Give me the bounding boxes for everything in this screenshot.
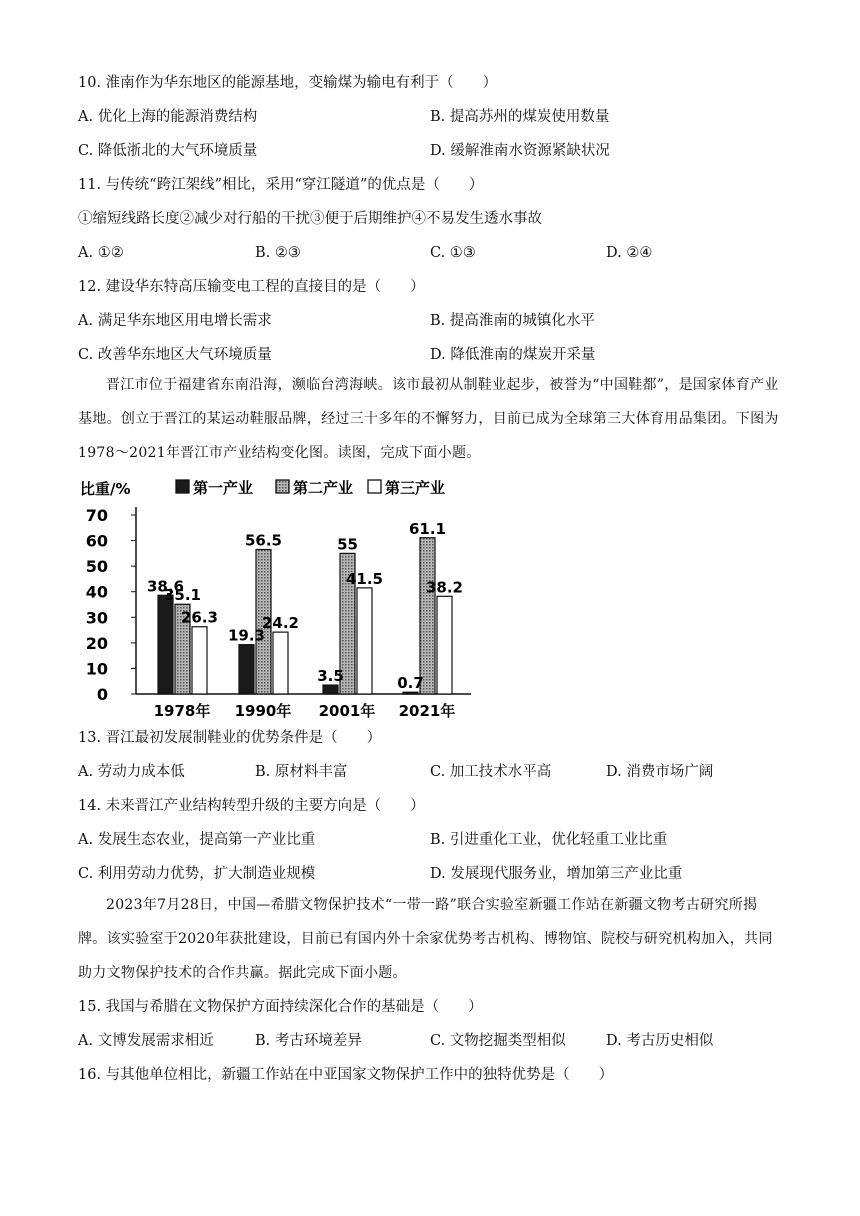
bar-3-1 <box>420 538 435 694</box>
chart-y-tick-label: 70 <box>85 506 108 525</box>
chart-y-tick-label: 40 <box>85 582 108 602</box>
legend-label-1: 第二产业 <box>293 479 354 497</box>
q13-option-b: B. 原材料丰富 <box>255 764 348 780</box>
q12-option-a: A. 满足华东地区用电增长需求 <box>78 313 272 329</box>
data-label-1-1: 56.5 <box>244 531 283 550</box>
q12-option-b: B. 提高淮南的城镇化水平 <box>430 313 595 329</box>
q15-option-d: D. 考古历史相似 <box>606 1033 714 1049</box>
legend-label-2: 第三产业 <box>385 479 446 497</box>
q13-option-c: C. 加工技术水平高 <box>430 764 552 780</box>
q15-stem: 15. 我国与希腊在文物保护方面持续深化合作的基础是（ ） <box>78 999 483 1015</box>
q11-option-a: A. ①② <box>78 245 124 261</box>
chart-y-tick-label: 20 <box>85 633 108 653</box>
q10-stem: 10. 淮南作为华东地区的能源基地，变输煤为输电有利于（ ） <box>78 75 498 91</box>
legend-swatch-2 <box>368 480 381 493</box>
chart-y-tick-label: 30 <box>85 608 108 628</box>
bar-0-0 <box>158 595 173 694</box>
q13-option-a: A. 劳动力成本低 <box>78 764 185 780</box>
chart-y-ticks <box>86 506 136 704</box>
q12-option-d: D. 降低淮南的煤炭开采量 <box>430 347 596 363</box>
bar-1-2 <box>273 632 288 694</box>
bar-3-2 <box>437 596 452 694</box>
data-label-0-0: 38.6 <box>146 577 185 596</box>
q14-stem: 14. 未来晋江产业结构转型升级的主要方向是（ ） <box>78 798 425 814</box>
q12-option-c: C. 改善华东地区大气环境质量 <box>78 347 272 363</box>
legend-swatch-1 <box>276 480 289 493</box>
bar-3-0 <box>403 692 418 694</box>
q10-option-a: A. 优化上海的能源消费结构 <box>78 109 258 125</box>
q15-option-b: B. 考古环境差异 <box>255 1033 362 1049</box>
x-tick-label-2: 2001年 <box>318 702 376 720</box>
legend-swatch-0 <box>176 480 189 493</box>
data-label-2-2: 41.5 <box>345 569 384 588</box>
data-label-0-2: 26.3 <box>180 608 219 627</box>
q14-option-d: D. 发展现代服务业，增加第三产业比重 <box>430 866 683 882</box>
data-label-2-1: 55 <box>337 535 358 554</box>
q11-option-d: D. ②④ <box>606 245 653 261</box>
bar-1-0 <box>239 645 254 694</box>
data-label-3-2: 38.2 <box>425 578 464 597</box>
chart-legend <box>176 479 445 497</box>
passage-greece-lab: 2023年7月28日，中国—希腊文物保护技术“一带一路”联合实验室新疆工作站在新疆文物考古研究所揭牌。该实验室于2020年获批建设，目前已有国内外十余家优势考古机构、博物馆、院校与研究机构加入，共同助力文物保护技术的合作共赢。据此完成下面小题。 <box>78 897 773 981</box>
chart-x-ticks <box>154 702 456 720</box>
x-tick-label-1: 1990年 <box>234 702 292 720</box>
q14-option-a: A. 发展生态农业，提高第一产业比重 <box>78 832 316 848</box>
chart-ylabel: 比重/% <box>80 480 131 498</box>
chart-y-tick-label: 10 <box>85 659 108 679</box>
bar-2-0 <box>323 685 338 694</box>
data-label-1-2: 24.2 <box>261 614 300 633</box>
data-label-1-0: 19.3 <box>227 626 266 645</box>
data-label-2-0: 3.5 <box>317 667 344 686</box>
passage-jinjiang: 晋江市位于福建省东南沿海，濒临台湾海峡。该市最初从制鞋业起步，被誉为“中国鞋都”，是国家体育产业基地。创立于晋江的某运动鞋服品牌，经过三十多年的不懈努力，目前已成为全球第三大体育用品集团。下图为1978～2021年晋江市产业结构变化图。读图，完成下面小题。 <box>78 377 779 461</box>
legend-label-0: 第一产业 <box>193 479 254 497</box>
q11-option-c: C. ①③ <box>430 245 476 261</box>
bar-0-2 <box>192 627 207 694</box>
q11-statements: ①缩短线路长度②减少对行船的干扰③便于后期维护④不易发生透水事故 <box>78 211 542 227</box>
q13-option-d: D. 消费市场广阔 <box>606 764 714 780</box>
q15-option-c: C. 文物挖掘类型相似 <box>430 1033 566 1049</box>
x-tick-label-0: 1978年 <box>153 702 211 720</box>
industry-structure-chart <box>78 472 478 722</box>
chart-y-tick-label: 50 <box>85 557 108 577</box>
chart-y-tick-label: 60 <box>85 531 108 551</box>
q12-stem: 12. 建设华东特高压输变电工程的直接目的是（ ） <box>78 279 425 295</box>
q10-option-c: C. 降低浙北的大气环境质量 <box>78 143 258 159</box>
q11-stem: 11. 与传统“跨江架线”相比，采用“穿江隧道”的优点是（ ） <box>78 177 484 193</box>
data-label-0-1: 35.1 <box>163 586 202 605</box>
x-tick-label-3: 2021年 <box>398 702 456 720</box>
data-label-3-1: 61.1 <box>408 519 447 538</box>
q11-option-b: B. ②③ <box>255 245 301 261</box>
q10-option-d: D. 缓解淮南水资源紧缺状况 <box>430 143 610 159</box>
q15-option-a: A. 文博发展需求相近 <box>78 1033 214 1049</box>
q10-option-b: B. 提高苏州的煤炭使用数量 <box>430 109 610 125</box>
data-label-3-0: 0.7 <box>397 674 424 693</box>
chart-y-tick-label: 0 <box>96 685 108 704</box>
q16-stem: 16. 与其他单位相比，新疆工作站在中亚国家文物保护工作中的独特优势是（ ） <box>78 1067 614 1083</box>
q14-option-b: B. 引进重化工业，优化轻重工业比重 <box>430 832 668 848</box>
bar-2-2 <box>357 588 372 694</box>
q14-option-c: C. 利用劳动力优势，扩大制造业规模 <box>78 866 316 882</box>
q13-stem: 13. 晋江最初发展制鞋业的优势条件是（ ） <box>78 730 382 746</box>
